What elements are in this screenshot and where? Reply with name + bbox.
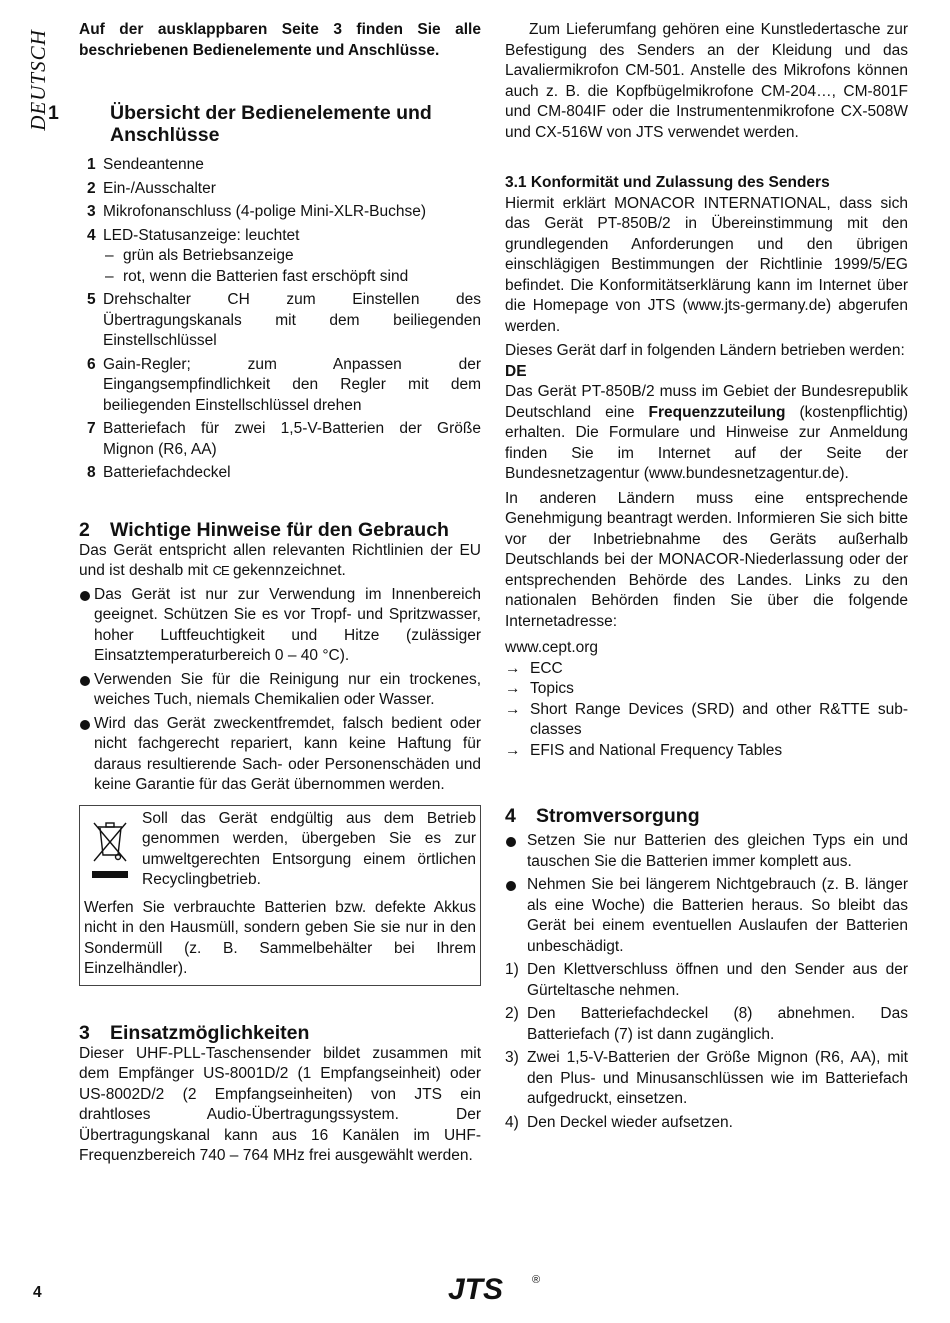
list-item: → Topics [505,680,574,697]
controls-list [79,155,481,484]
right-column [505,20,908,1136]
ce-mark: CE [212,563,229,578]
svg-text:®: ® [532,1274,541,1286]
list-item: 4) Den Deckel wieder aufsetzen. [505,1113,733,1131]
led-sub-item: – grün als Betriebsanzeige [79,246,481,267]
list-item: 1) Den Klettverschluss öffnen und den Sender aus der Gürteltasche nehmen. [505,961,908,999]
list-item: Setzen Sie nur Batterien des gleichen Typs ein und tauschen Sie die Batterien immer komplett aus. [505,831,908,872]
crossed-bin-icon [90,819,130,881]
list-item: 7 Batteriefach für zwei 1,5-V-Batterien der Größe Mignon (R6, AA) [87,420,481,458]
section-1-heading: 1 Übersicht der Bedienelemente und Anschlüsse [48,102,432,146]
list-item: 3) Zwei 1,5-V-Batterien der Größe Mignon (R6, AA), mit den Plus- und Minusanschlüssen wie im Batteriefach aufgedruckt, einsetzen. [505,1049,908,1107]
list-item: → ECC [505,659,563,677]
cept-link: www.cept.org [505,639,599,656]
list-item: 3 Mikrofonanschluss (4-polige Mini-XLR-Buchse) [87,203,427,220]
language-side-tab [24,26,50,136]
list-item: → Short Range Devices (SRD) and other R&TTE sub-classes [505,700,908,738]
conformity-paragraph: Hiermit erklärt MONACOR INTERNATIONAL, dass sich das Gerät PT-850B/2 in Übereinstimmung mit den grundlegenden Anforderungen und den übrigen einschlägigen Bestimmungen der Richtlinie 1999/5/EG befindet. Die Konformitätserklärung kann im Internet über die Homepage von JTS (www.jts-germany.de) abgerufen werden. [505,194,908,335]
list-item: Wird das Gerät zweckentfremdet, falsch bedient oder nicht fachgerecht repariert, kann keine Haftung für daraus resultierende Sach- oder Personenschäden und keine Garantie für das Gerät übernommen werden. [79,714,481,796]
left-column [48,20,481,1167]
section-3-heading: 3 Einsatzmöglichkeiten [79,1021,310,1044]
jts-logo [444,1272,554,1306]
use-paragraph: Dieser UHF-PLL-Taschensender bildet zusammen mit dem Empfänger US-8001D/2 (1 Empfangseinheit) oder US-8002D/2 (2 Empfangseinheiten) von JTS ein drahtloses Audio-Übertragungssystem. Der Übertragungskanal kann aus 16 Kanälen im UHF-Frequenzbereich 740 – 764 MHz frei ausgewählt werden. [79,1044,481,1164]
list-item: 1 Sendeantenne [87,156,204,173]
svg-text:JTS: JTS [448,1273,504,1306]
led-sub-item: – rot, wenn die Batterien fast erschöpft sind [79,267,481,288]
country-code: DE [505,362,527,380]
list-item: 5 Drehschalter CH zum Einstellen des Übertragungskanals mit dem beiliegenden Einstellschlüssel [87,291,481,349]
section-4-heading: 4 Stromversorgung [505,805,700,827]
list-item: 8 Batteriefachdeckel [87,464,231,481]
list-item: 4 LED-Statusanzeige: leuchtet – grün als Betriebsanzeige – rot, wenn die Batterien fast erschöpft sind [79,226,481,288]
list-item: 2) Den Batteriefachdeckel (8) abnehmen. Das Batteriefach (7) ist dann zugänglich. [505,1005,908,1043]
list-item: → EFIS and National Frequency Tables [505,741,783,759]
disposal-text: Soll das Gerät endgültig aus dem Betrieb genommen werden, übergeben Sie es zur umweltgerechten Entsorgung einem örtlichen Recyclingbetrieb. [142,809,476,888]
battery-disposal-text: Werfen Sie verbrauchte Batterien bzw. defekte Akkus nicht in den Hausmüll, sondern geben Sie sie nur in den Sondermüll (z. B. Sammelbehälter bei Ihrem Einzelhändler). [84,898,476,977]
intro-text: Auf der ausklappbaren Seite 3 finden Sie alle beschriebenen Bedienelemente und Anschlüsse. [79,21,481,59]
disposal-note-box [79,805,481,986]
frequency-paragraph: Das Gerät PT-850B/2 muss im Gebiet der Bundesrepublik Deutschland eine Frequenzzuteilung (kostenpflichtig) erhalten. Die Formulare und Hinweise zur Anmeldung finden Sie im Internet auf der Seite der Bundesnetzagentur (www.bundesnetzagentur.de). [505,383,908,482]
countries-paragraph: Dieses Gerät darf in folgenden Ländern betrieben werden: [505,342,905,359]
list-item: Nehmen Sie bei längerem Nichtgebrauch (z. B. länger als eine Woche) die Batterien heraus. So bleibt das Gerät bei einem eventuellen Auslaufen der Batterien unbeschädigt. [505,875,908,957]
list-item: Verwenden Sie für die Reinigung nur ein trockenes, weiches Tuch, niemals Chemikalien oder Wasser. [79,670,481,711]
page-number: 4 [33,1284,42,1301]
list-item: Das Gerät ist nur zur Verwendung im Innenbereich geeignet. Schützen Sie es vor Tropf- und Spritzwasser, hoher Luftfeuchtigkeit und Hitze (zulässiger Einsatztemperaturbereich 0 – 40 °C). [79,585,481,667]
scope-paragraph: Zum Lieferumfang gehören eine Kunstledertasche zur Befestigung des Senders an der Kleidung und das Lavaliermikrofon CM-501. Anstelle des Mikrofons können auch z. B. die Kopfbügelmikrofone CM-204…, CM-801F und CM-804IF oder die Instrumentenmikrofone CX-508W und CX-516W von JTS verwendet werden. [505,21,908,141]
list-item: 2 Ein-/Ausschalter [87,179,216,197]
ce-paragraph: Das Gerät entspricht allen relevanten Richtlinien der EU und ist deshalb mit CE gekennzeichnet. [79,541,481,579]
section-3-1-heading: 3.1 Konformität und Zulassung des Senders [505,174,830,191]
list-item: 6 Gain-Regler; zum Anpassen der Eingangsempfindlichkeit den Regler mit dem beiliegenden Einstellschlüssel drehen [87,355,481,414]
language-label: DEUTSCH [26,29,50,131]
approval-paragraph: In anderen Ländern muss eine entsprechende Genehmigung beantragt werden. Informieren Sie sich bitte vor der Inbetriebnahme des Geräts außerhalb Deutschlands bei der MONACOR-Niederlassung oder der entsprechenden Behörde des Landes. Links zu den nationalen Behörden finden Sie über die folgende Internetadresse: [505,489,908,630]
section-2-heading: 2 Wichtige Hinweise für den Gebrauch [79,518,449,541]
